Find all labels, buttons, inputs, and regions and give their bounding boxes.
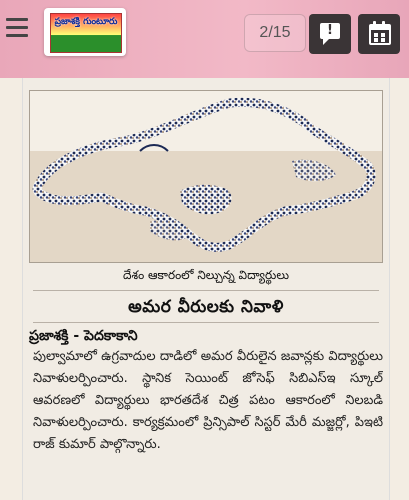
- newspaper-logo[interactable]: [44, 8, 126, 56]
- calendar-button[interactable]: [358, 14, 400, 54]
- feedback-button[interactable]: [309, 14, 351, 54]
- article-clip[interactable]: [22, 78, 390, 500]
- article-body: పుల్వామాలో ఉగ్రవాదుల దాడిలో అమర వీరులైన జవాన్లకు విద్యార్థులు నివాళులర్పించారు. స్థానిక సెయింట్ జోసెఫ్ సిబిఎస్ఇ స్కూల్ ఆవరణలో విద్యార్థులు భారతదేశ చిత్ర పటం ఆకారంలో నిలబడి నివాళులర్పించారు. కార్యక్రమంలో ప్రిన్సిపాల్ సిస్టర్ మేరీ మజ్జర్లో, పిఇటి రాజ్ కుమార్ పాల్గొన్నారు.: [33, 349, 383, 452]
- article-photo: [29, 90, 383, 263]
- logo-badge: [50, 13, 122, 53]
- menu-icon[interactable]: [6, 18, 30, 38]
- divider: [33, 290, 379, 291]
- top-bar: [0, 0, 409, 78]
- feedback-icon: !: [320, 23, 340, 39]
- divider: [33, 322, 379, 323]
- logo-text: ప్రజాశక్తి గుంటూరు: [54, 17, 118, 27]
- article-dateline: ప్రజాశక్తి - పెదకాకాని: [29, 328, 138, 344]
- calendar-icon: [369, 24, 391, 45]
- page-indicator[interactable]: 2/15: [244, 14, 306, 52]
- students-india-map-photo: [30, 91, 382, 262]
- image-caption: దేశం ఆకారంలో నిల్చున్న విద్యార్థులు: [123, 268, 289, 282]
- article-headline: అమర వీరులకు నివాళి: [128, 297, 284, 317]
